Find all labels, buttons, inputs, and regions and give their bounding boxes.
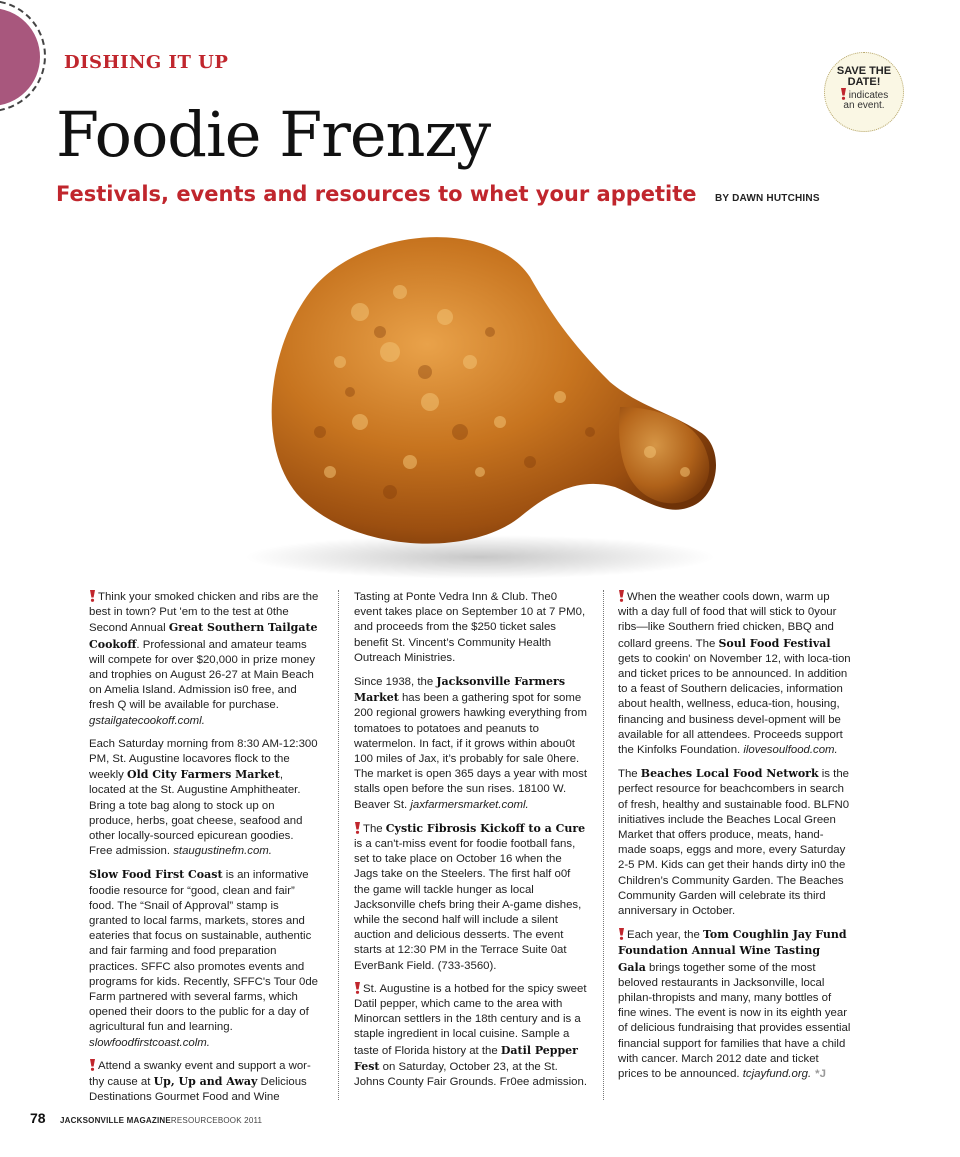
paragraph-text: Since 1938, the [354,676,437,689]
badge-title-line1: SAVE THE [836,65,892,77]
website-link[interactable]: staugustinefm.com. [173,845,272,858]
footer-publication: JACKSONVILLE MAGAZINE [60,1116,171,1125]
event-name: Up, Up and Away [153,1075,258,1089]
subhead-row [56,182,936,206]
fried-chicken-photo [230,222,730,582]
end-mark-icon: *J [815,1068,826,1081]
exclamation-pin-icon [840,88,847,100]
article-column-3 [618,590,851,1090]
paragraph-datil-pepper [354,982,588,1090]
exclamation-pin-icon [89,1059,96,1071]
paragraph-text: Attend a swanky event and support a wor-thy cause at [89,1059,311,1089]
exclamation-pin-icon [354,822,361,834]
event-name: Jacksonville Farmers Market [354,675,566,705]
badge-note-line2: an event. [843,100,885,111]
article-column-2 [354,590,588,1098]
paragraph-old-city-market [89,737,320,860]
paragraph-text: brings together some of the most beloved restaurants in Jacksonville, local philan-thropists and many, many bottles of fine wines. The event is now in its eighth year of delicious fundraising that provides essential financial support for families that have a child with cancer. March 2012 date and ticket prices to be announced. [618,961,851,1081]
exclamation-pin-icon [89,590,96,602]
save-the-date-badge [824,52,904,132]
paragraph-text: on Saturday, October 23, at the St. Johns County Fair Grounds. Fr0ee admission. [354,1060,587,1089]
paragraph-text: gets to cookin' on November 12, with loca-tion and ticket prices to be announced. In addition to a feast of Southern delicacies, information about health, wellness, educa-tion, housing, financing and business devel-opment will be available for all attendees. Proceeds support the Kinfolks Foundation. [618,652,851,757]
badge-title-line2: DATE! [847,76,881,88]
paragraph-text: Each year, the [627,929,703,942]
exclamation-pin-icon [618,590,625,602]
paragraph-up-up-away [89,1059,320,1106]
headline: Foodie Frenzy [56,98,491,171]
paragraph-ponte-vedra [354,590,588,666]
footer-publication-issue: RESOURCEBOOK 2011 [170,1116,263,1125]
paragraph-text: When the weather cools down, warm up with a day full of food that will stick to 0your ribs—like Southern fried chicken, BBQ and collard greens. The [618,591,837,650]
event-name: Old City Farmers Market [126,768,280,782]
paragraph-text: is an informative foodie resource for “good, clean and fair” food. The “Snail of Approval” stamp is granted to local farms, markets, stores and eateries that focus on sustainable, authentic and fair farming and food preparation practices. SFFC also promotes events and programs for kids. Recently, SFFC's Tour 0de Farm partnered with several farms, which opened their doors to the public for a day of agricultural fun and learning. [89,869,319,1034]
event-name: Soul Food Festival [718,636,831,650]
paragraph-text: St. Augustine is a hotbed for the spicy sweet Datil pepper, which came to the area with Minorcan settlers in the 18th century and is a staple ingredient in local cuisine. Sample a taste of Florida history at the [354,982,587,1057]
section-label: DISHING IT UP [64,52,229,73]
page-number: 78 [30,1110,46,1126]
event-name: Great Southern Tailgate Cookoff [89,621,318,651]
event-name: Slow Food First Coast [89,868,223,882]
paragraph-text: Delicious Destinations Gourmet Food and Wine [89,1076,307,1104]
paragraph-text: Each Saturday morning from 8:30 AM-12:300 PM, St. Augustine locavores flock to the weekly [89,737,318,782]
website-link[interactable]: ilovesoulfood.com. [743,744,838,757]
event-name: Datil Pepper Fest [354,1043,578,1073]
paragraph-text: is the perfect resource for beachcombers in search of fresh, healthy and sustainable food. BLFN0 initiatives include the Beaches Local Green Market that offers produce, meats, hand-made soaps, eggs and more, every Saturday 2-5 PM. Kids can get their hands dirty in0 the Children’s Community Garden. The Beaches Community Garden will celebrate its third anniversary in October. [618,768,850,918]
paragraph-slow-food [89,867,320,1050]
paragraph-jax-farmers-market [354,674,588,813]
decorative-dashed-ring [0,0,46,112]
paragraph-jay-fund-gala [618,927,851,1082]
paragraph-cystic-fibrosis [354,821,588,974]
paragraph-soul-food [618,590,851,758]
website-link[interactable]: tcjayfund.org. [742,1068,812,1081]
paragraph-text: is a can't-miss event for foodie football fans, set to take place on October 16 when the Jags take on the Steelers. The first half o0f the game will tackle hunger as local Jacksonville chefs bring their A-game dishes, while the second half will include a silent auction and delicious desserts. The event starts at 12:30 PM in the Terrace Suite 0at EverBank Field. (733-3560). [354,838,582,972]
website-link[interactable]: slowfoodfirstcoast.colm. [89,1036,210,1049]
paragraph-text: Think your smoked chicken and ribs are the best in town? Put 'em to the test at 0the Second Annual [89,591,319,635]
badge-note-line1: indicates [848,90,889,101]
byline: BY DAWN HUTCHINS [715,193,820,204]
paragraph-beaches-food-network [618,766,851,919]
website-link[interactable]: jaxfarmersmarket.coml. [410,798,529,811]
paragraph-text: Tasting at Ponte Vedra Inn & Club. The0 event takes place on September 10 at 7 PM0, and proceeds from the $250 ticket sales benefit St. Vincent’s Community Health Outreach Ministries. [354,591,586,664]
event-name: Tom Coughlin Jay Fund Foundation Annual Wine Tasting Gala [618,928,847,974]
event-name: Cystic Fibrosis Kickoff to a Cure [385,821,586,835]
page-footer [30,1110,262,1128]
paragraph-tailgate-cookoff [89,590,320,729]
exclamation-pin-icon [618,928,625,940]
paragraph-text: has been a gathering spot for some 200 regional growers hawking everything from tomatoes to potatoes and peanuts to watermelon. In fact, if it grows within abou0t 100 miles of Jax, it’s probably for sale 0here. The market is open 365 days a year with most stalls open before the sun rises. 18100 W. Beaver St. [354,692,587,811]
column-divider [338,590,339,1100]
paragraph-text: The [363,822,386,835]
paragraph-text: The [618,768,641,781]
website-link[interactable]: gstailgatecookoff.coml. [89,714,205,727]
article-column-1 [89,590,320,1114]
column-divider [603,590,604,1100]
event-name: Beaches Local Food Network [640,767,819,781]
paragraph-text: , located at the St. Augustine Amphitheater. Bring a tote bag along to stock up on produce, herbs, goat cheese, seafood and other locally-sourced epicurean goodies. Free admission. [89,769,303,858]
subhead: Festivals, events and resources to whet your appetite [56,182,697,206]
paragraph-text: . Professional and amateur teams will compete for over $20,000 in prize money and trophies on August 26-27 at Main Beach on Amelia Island. Admission is0 free, and fresh Q will be available for purchase. [89,638,316,712]
exclamation-pin-icon [354,982,361,994]
